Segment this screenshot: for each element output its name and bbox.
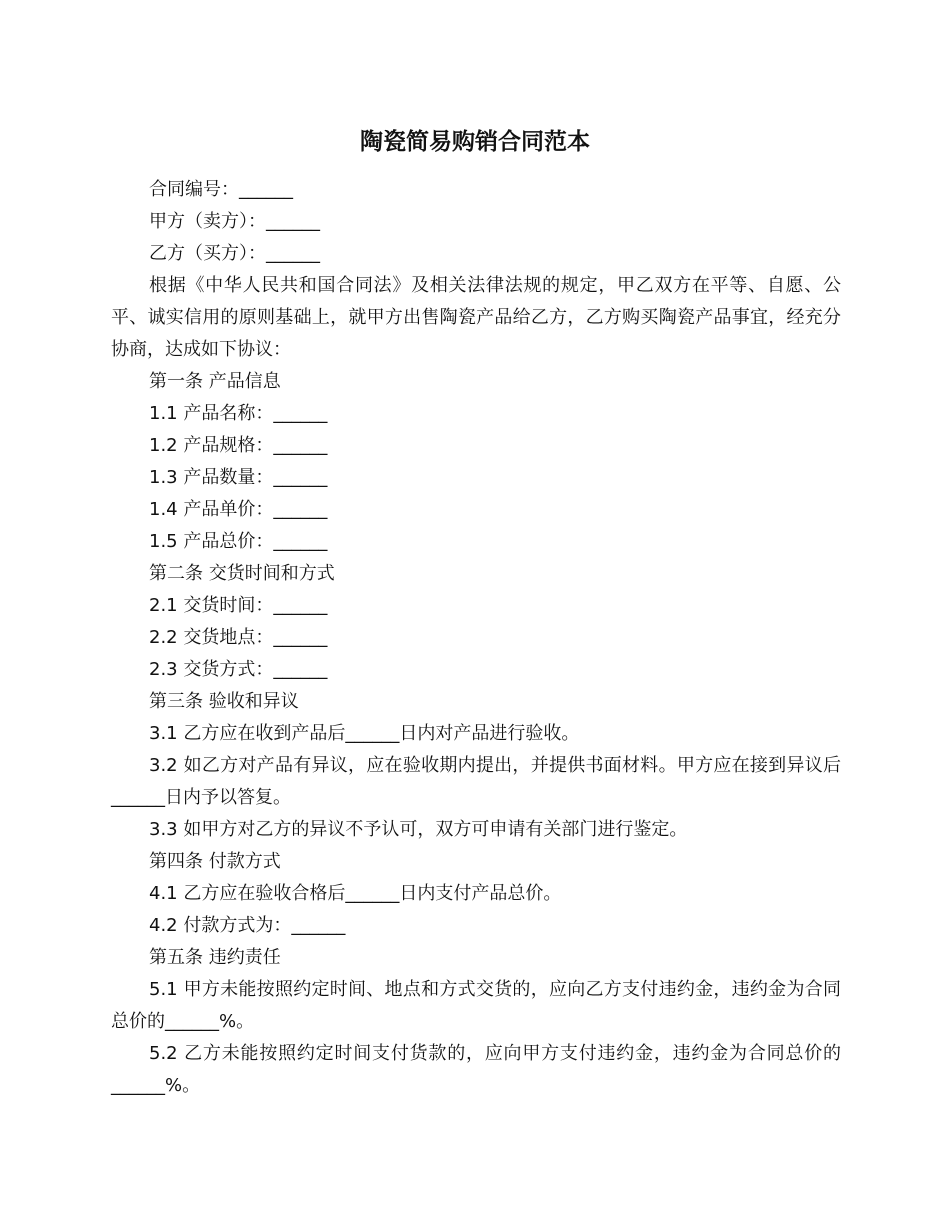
article-4-heading: 第四条 付款方式 <box>149 851 281 872</box>
clause-4-2: 4.2 付款方式为：______ <box>149 915 346 936</box>
article-2-heading: 第二条 交货时间和方式 <box>149 563 335 584</box>
article-1-heading: 第一条 产品信息 <box>149 371 281 392</box>
clause-3-3: 3.3 如甲方对乙方的异议不予认可，双方可申请有关部门进行鉴定。 <box>149 819 688 840</box>
clause-2-1: 2.1 交货时间：______ <box>149 595 328 616</box>
clause-1-5: 1.5 产品总价：______ <box>149 531 328 552</box>
contract-number-line: 合同编号：______ <box>149 179 293 200</box>
article-3-heading: 第三条 验收和异议 <box>149 691 299 712</box>
party-a-line: 甲方（卖方）：______ <box>149 211 320 232</box>
clause-5-1: 5.1 甲方未能按照约定时间、地点和方式交货的，应向乙方支付违约金，违约金为合同总价的______%。 <box>111 979 841 1032</box>
clause-5-2: 5.2 乙方未能按照约定时间支付货款的，应向甲方支付违约金，违约金为合同总价的______%。 <box>111 1043 841 1096</box>
document-title: 陶瓷简易购销合同范本 <box>360 129 590 155</box>
contract-body <box>111 174 841 1102</box>
clause-1-4: 1.4 产品单价：______ <box>149 499 328 520</box>
clause-2-3: 2.3 交货方式：______ <box>149 659 328 680</box>
clause-3-1: 3.1 乙方应在收到产品后______日内对产品进行验收。 <box>149 723 580 744</box>
clause-3-2: 3.2 如乙方对产品有异议，应在验收期内提出，并提供书面材料。甲方应在接到异议后______日内予以答复。 <box>111 755 841 808</box>
clause-2-2: 2.2 交货地点：______ <box>149 627 328 648</box>
article-5-heading: 第五条 违约责任 <box>149 947 281 968</box>
clause-4-1: 4.1 乙方应在验收合格后______日内支付产品总价。 <box>149 883 562 904</box>
party-b-line: 乙方（买方）：______ <box>149 243 320 264</box>
clause-1-3: 1.3 产品数量：______ <box>149 467 328 488</box>
clause-1-1: 1.1 产品名称：______ <box>149 403 328 424</box>
preamble-paragraph: 根据《中华人民共和国合同法》及相关法律法规的规定，甲乙双方在平等、自愿、公平、诚实信用的原则基础上，就甲方出售陶瓷产品给乙方，乙方购买陶瓷产品事宜，经充分协商，达成如下协议： <box>111 275 841 360</box>
clause-1-2: 1.2 产品规格：______ <box>149 435 328 456</box>
